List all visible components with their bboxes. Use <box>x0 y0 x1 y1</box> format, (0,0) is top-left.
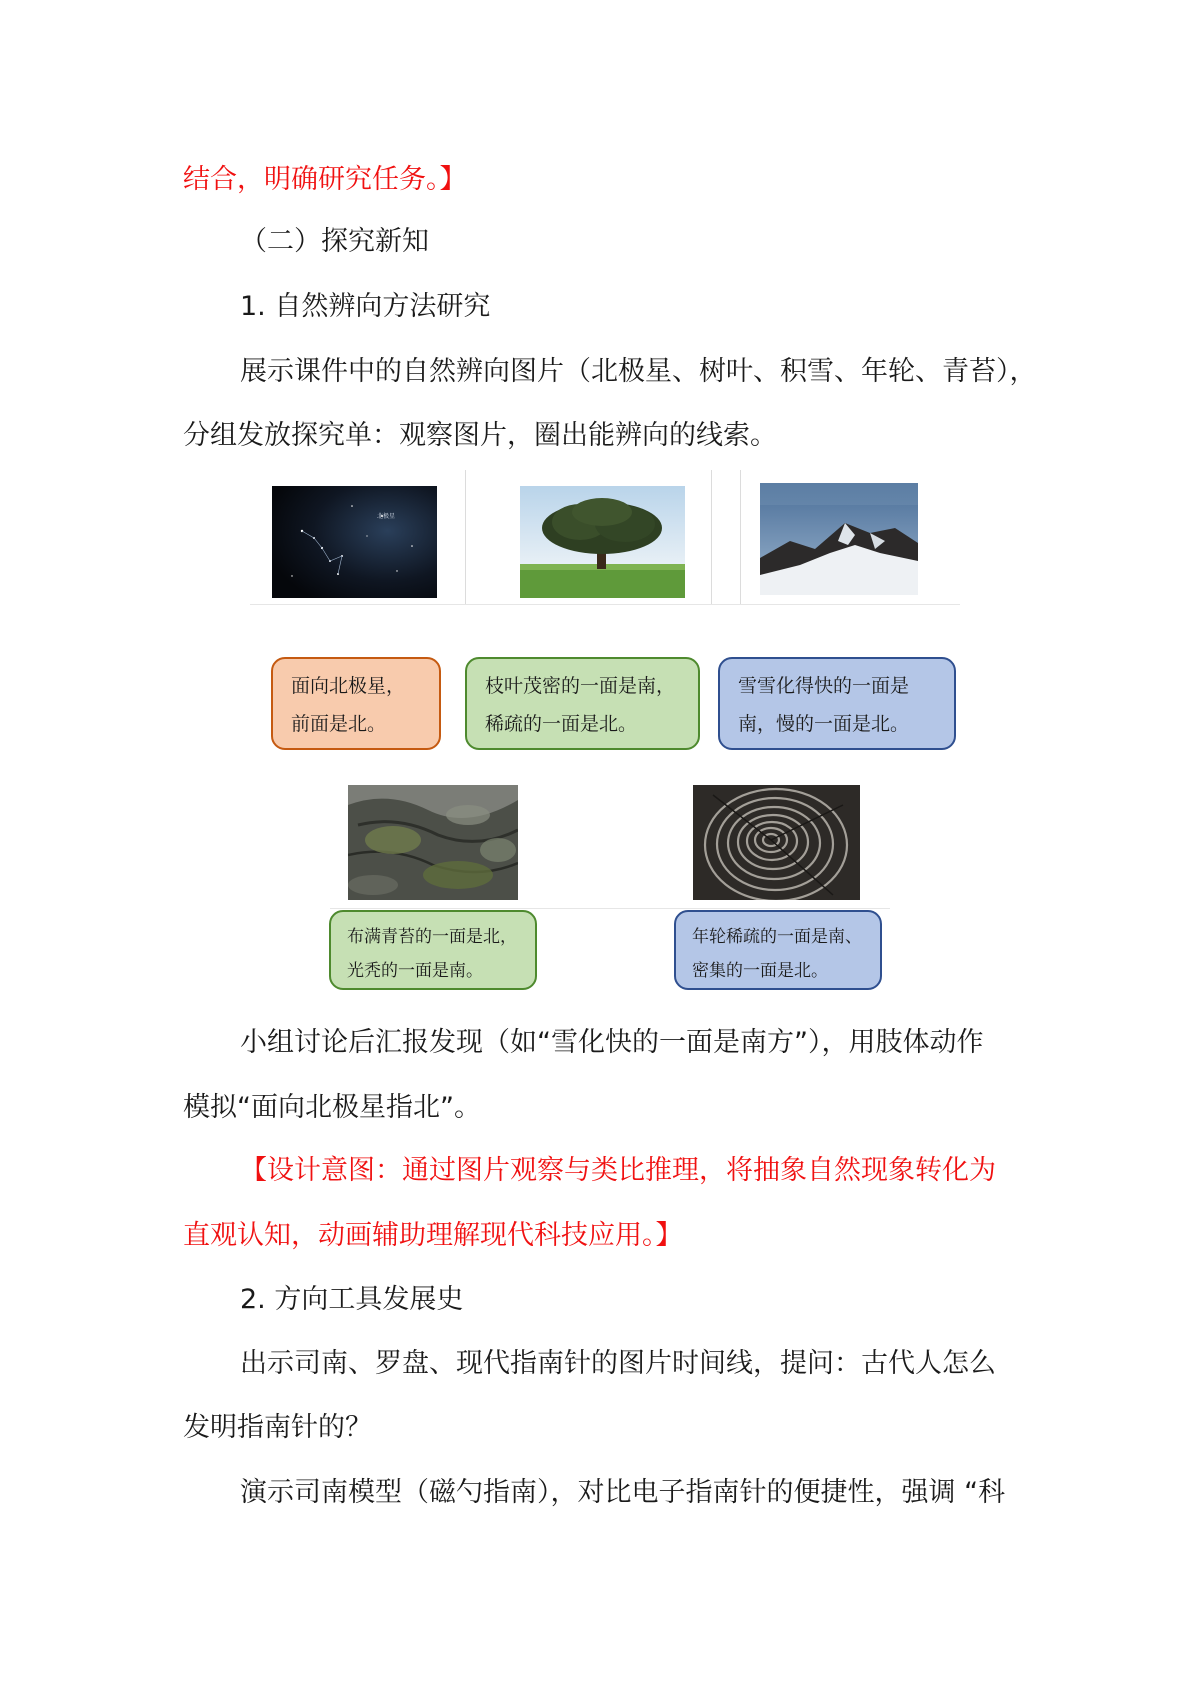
polaris-photo-label: 北极星 <box>377 513 396 520</box>
paragraph-timeline: 出示司南、罗盘、现代指南针的图片时间线，提问：古代人怎么 <box>240 1348 996 1379</box>
card-rings-line1: 年轮稀疏的一面是南、 <box>692 927 862 947</box>
paragraph-show-images: 展示课件中的自然辨向图片（北极星、树叶、积雪、年轮、青苔）， <box>240 356 1037 387</box>
tree-photo <box>520 486 685 598</box>
card-polaris <box>271 657 441 750</box>
subheading-natural-direction: 1. 自然辨向方法研究 <box>240 291 491 322</box>
card-snow <box>718 657 956 750</box>
subheading-tool-history: 2. 方向工具发展史 <box>240 1284 464 1315</box>
moss-rock-photo <box>348 785 518 900</box>
card-polaris-line1: 面向北极星， <box>291 675 406 697</box>
design-intent-continuation: 结合，明确研究任务。】 <box>183 164 467 195</box>
card-snow-line2: 南，慢的一面是北。 <box>738 713 910 735</box>
card-moss-line1: 布满青苔的一面是北， <box>347 927 517 947</box>
paragraph-worksheet: 分组发放探究单：观察图片，圈出能辨向的线索。 <box>183 420 777 451</box>
card-moss <box>329 910 537 990</box>
card-rings <box>674 910 882 990</box>
card-snow-line1: 雪雪化得快的一面是 <box>738 675 910 697</box>
photo-row-baseline <box>330 908 890 909</box>
design-intent-line2: 直观认知，动画辅助理解现代科技应用。】 <box>183 1220 683 1251</box>
photo-divider <box>711 470 712 605</box>
paragraph-demonstration: 演示司南模型（磁勺指南），对比电子指南针的便捷性，强调 “科 <box>240 1477 1006 1508</box>
paragraph-simulate: 模拟“面向北极星指北”。 <box>183 1092 481 1123</box>
photo-divider <box>740 470 741 605</box>
tree-rings-photo <box>693 785 860 900</box>
card-moss-line2: 光秃的一面是南。 <box>347 961 483 981</box>
card-tree-line2: 稀疏的一面是北。 <box>485 713 638 735</box>
card-polaris-line2: 前面是北。 <box>291 713 387 735</box>
section-heading-explore: （二）探究新知 <box>240 226 429 257</box>
card-tree-line1: 枝叶茂密的一面是南， <box>485 675 676 697</box>
snow-mountain-photo <box>760 483 918 595</box>
paragraph-question: 发明指南针的？ <box>183 1412 372 1443</box>
card-tree <box>465 657 700 750</box>
paragraph-group-report: 小组讨论后汇报发现（如“雪化快的一面是南方”），用肢体动作 <box>240 1027 984 1058</box>
card-rings-line2: 密集的一面是北。 <box>692 961 828 981</box>
design-intent-line1: 【设计意图：通过图片观察与类比推理，将抽象自然现象转化为 <box>240 1155 996 1186</box>
polaris-night-sky-photo <box>272 486 437 598</box>
photo-divider <box>465 470 466 605</box>
photo-row-baseline <box>250 604 960 605</box>
